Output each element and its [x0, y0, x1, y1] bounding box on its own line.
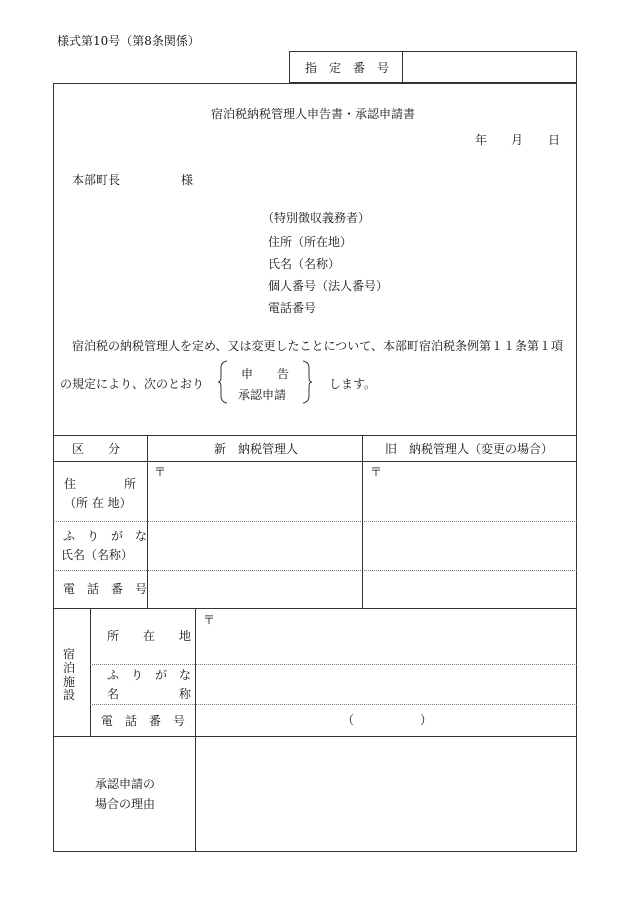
- col-old-header: 旧 納税管理人（変更の場合）: [385, 442, 554, 456]
- option-report: 申 告: [241, 367, 290, 381]
- option-approval: 承認申請: [238, 388, 287, 402]
- applicant-name-label: 氏名（名称）: [268, 257, 341, 271]
- date-month: 月: [511, 133, 524, 147]
- form-number: 様式第10号（第8条関係）: [57, 34, 200, 48]
- statement-suffix: します。: [329, 377, 377, 391]
- table-bottom-line: [53, 608, 577, 609]
- table-top-line: [53, 435, 577, 436]
- reason-label-line1: 承認申請の: [95, 777, 156, 791]
- left-brace-icon: [217, 360, 229, 404]
- col-category-header: 区 分: [72, 442, 121, 456]
- designation-value-field[interactable]: [410, 60, 570, 76]
- date-year: 年: [475, 133, 488, 147]
- reason-label-line2: 場合の理由: [95, 797, 156, 811]
- applicant-phone-label: 電話番号: [268, 301, 317, 315]
- facility-row-divider-2: [90, 704, 577, 705]
- facility-row-divider-1: [90, 664, 577, 665]
- applicant-heading: （特別徴収義務者）: [262, 211, 371, 225]
- facility-phone-label: 電 話 番 号: [101, 714, 186, 728]
- facility-name-label: 名 称: [107, 687, 192, 701]
- col-divider-new-old: [362, 435, 363, 608]
- applicant-number-label: 個人番号（法人番号）: [268, 279, 389, 293]
- col-new-header: 新 納税管理人: [214, 442, 299, 456]
- row-divider-name: [53, 570, 577, 571]
- facility-label-divider: [195, 608, 196, 852]
- facility-phone-paren-close: ）: [420, 713, 433, 727]
- reason-value-field[interactable]: [205, 745, 565, 841]
- addressee: 本部町長: [72, 173, 121, 187]
- old-postal-mark: 〒: [370, 465, 383, 479]
- facility-bottom-line: [53, 736, 577, 737]
- facility-phone-paren-open: （: [342, 713, 355, 727]
- row-address-sublabel: （所 在 地）: [64, 496, 132, 510]
- designation-divider: [402, 51, 403, 83]
- form-title: 宿泊税納税管理人申告書・承認申請書: [211, 107, 416, 121]
- date-day: 日: [548, 133, 561, 147]
- statement-line2-prefix: の規定により、次のとおり: [60, 377, 205, 391]
- facility-location-label: 所 在 地: [107, 629, 192, 643]
- row-name-label: 氏名（名称）: [61, 548, 134, 562]
- col-divider-category: [147, 435, 148, 608]
- facility-group-label: 宿泊施設: [62, 647, 75, 703]
- row-phone-label: 電 話 番 号: [63, 582, 148, 596]
- right-brace-icon: [301, 360, 313, 404]
- row-address-label: 住 所: [64, 477, 137, 491]
- row-divider-address: [53, 521, 577, 522]
- facility-group-divider: [90, 608, 91, 736]
- applicant-address-label: 住所（所在地）: [268, 235, 353, 249]
- facility-postal-mark: 〒: [203, 613, 216, 627]
- addressee-honorific: 様: [181, 173, 194, 187]
- table-header-line: [53, 461, 577, 462]
- facility-name-furigana-label: ふ り が な: [107, 668, 192, 682]
- new-postal-mark: 〒: [154, 465, 167, 479]
- row-name-furigana-label: ふ り が な: [63, 529, 148, 543]
- statement-line1: 宿泊税の納税管理人を定め、又は変更したことについて、本部町宿泊税条例第１１条第１項: [72, 339, 564, 353]
- designation-label: 指 定 番 号: [305, 61, 390, 75]
